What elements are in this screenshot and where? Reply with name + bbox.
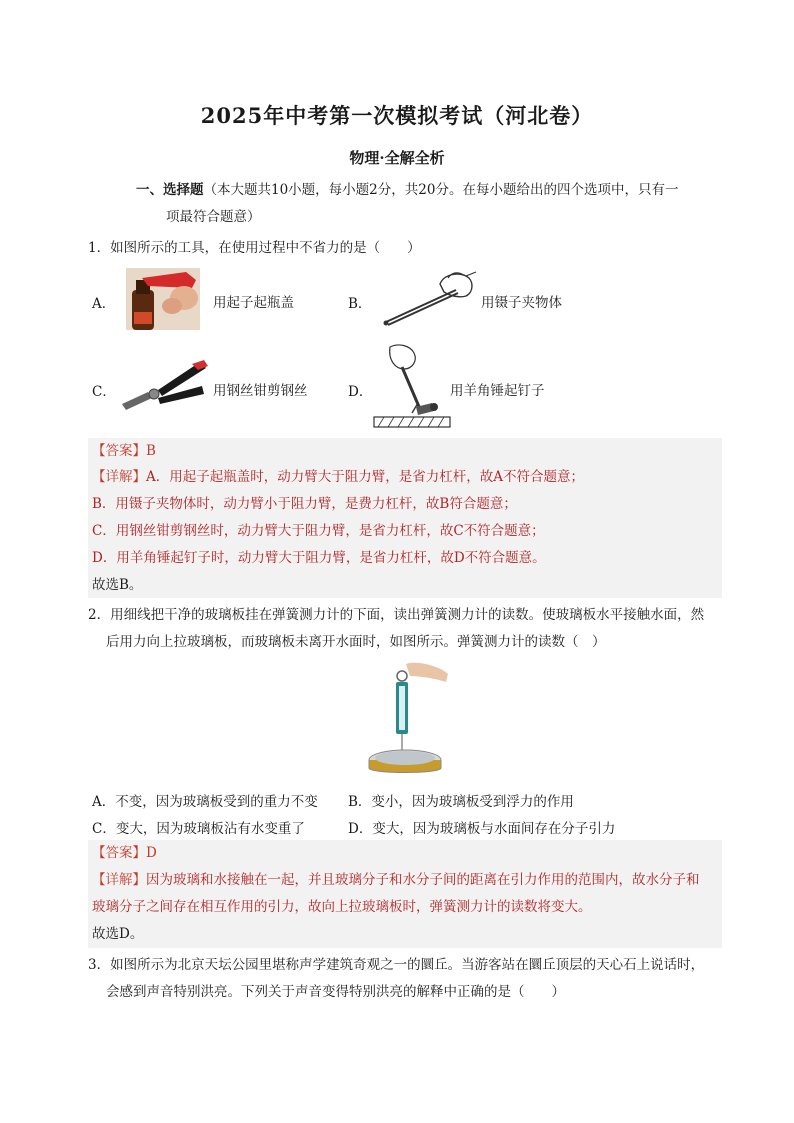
- q1-option-b-text: 用镊子夹物体: [481, 295, 562, 311]
- q2-explain-2: 玻璃分子之间存在相互作用的引力，故向上拉玻璃板时，弹簧测力计的读数将变大。: [92, 899, 592, 915]
- q2-stem-line2: 后用力向上拉玻璃板，而玻璃板未离开水面时，如图所示。弹簧测力计的读数（ ）: [106, 634, 606, 650]
- tweezers-image: [378, 270, 478, 330]
- q1-stem: 1．如图所示的工具，在使用过程中不省力的是（ ）: [88, 240, 421, 256]
- q2-explain-tag: 【详解】: [92, 872, 146, 888]
- q2-option-d: D．变大，因为玻璃板与水面间存在分子引力: [348, 821, 616, 837]
- claw-hammer-image: [372, 343, 452, 429]
- q2-answer-panel: [88, 840, 722, 948]
- bottle-opener-image: [126, 268, 200, 330]
- q1-explain-a: A．用起子起瓶盖时，动力臂大于阻力臂，是省力杠杆，故A不符合题意；: [146, 469, 584, 485]
- q1-explain-tag: 【详解】: [92, 469, 146, 485]
- q3-stem-line1: 3．如图所示为北京天坛公园里堪称声学建筑奇观之一的圜丘。当游客站在圜丘顶层的天心石上说话时，: [88, 957, 705, 973]
- q1-option-c-text: 用钢丝钳剪钢丝: [213, 383, 308, 399]
- q1-explain-b: B．用镊子夹物体时，动力臂小于阻力臂，是费力杠杆，故B符合题意；: [92, 496, 517, 512]
- q1-conclusion: 故选B。: [92, 577, 143, 593]
- q1-explain-d: D．用羊角锤起钉子时，动力臂大于阻力臂，是省力杠杆，故D不符合题意。: [92, 550, 546, 566]
- q1-answer: 【答案】B: [92, 443, 156, 459]
- q1-explain-0: [92, 467, 584, 487]
- section-header: [136, 180, 678, 200]
- q1-option-c-letter: C．: [92, 384, 116, 400]
- q1-option-a-letter: A．: [92, 296, 116, 312]
- page-title: 2025年中考第一次模拟考试（河北卷）: [200, 103, 594, 128]
- q2-conclusion: 故选D。: [92, 926, 144, 942]
- spring-scale-image: [360, 660, 450, 778]
- section-note-cont: 项最符合题意）: [166, 209, 261, 225]
- q2-option-b: B．变小，因为玻璃板受到浮力的作用: [348, 794, 574, 810]
- q2-answer: 【答案】D: [92, 845, 157, 861]
- q1-option-d-letter: D．: [348, 384, 373, 400]
- pliers-image: [118, 356, 210, 416]
- q2-explain-1: [92, 870, 700, 890]
- q1-option-b-letter: B．: [348, 296, 372, 312]
- q3-stem-line2: 会感到声音特别洪亮。下列关于声音变得特别洪亮的解释中正确的是（ ）: [106, 984, 565, 1000]
- section-note: （本大题共10小题，每小题2分，共20分。在每小题给出的四个选项中，只有一: [203, 182, 679, 198]
- q2-explain-text: 因为玻璃和水接触在一起，并且玻璃分子和水分子间的距离在引力作用的范围内，故水分子和: [146, 872, 700, 888]
- q2-stem-line1: 2．用细线把干净的玻璃板挂在弹簧测力计的下面，读出弹簧测力计的读数。使玻璃板水平接触水面，然: [88, 607, 705, 623]
- q1-answer-panel: [88, 438, 722, 598]
- q2-option-c: C．变大，因为玻璃板沾有水变重了: [92, 821, 305, 837]
- section-label: 一、选择题: [136, 182, 204, 198]
- q1-explain-c: C．用钢丝钳剪钢丝时，动力臂大于阻力臂，是省力杠杆，故C不符合题意；: [92, 523, 545, 539]
- q2-option-a: A．不变，因为玻璃板受到的重力不变: [92, 794, 318, 810]
- q1-option-a-text: 用起子起瓶盖: [213, 295, 294, 311]
- page-subtitle: 物理·全解全析: [349, 149, 445, 167]
- q1-option-d-text: 用羊角锤起钉子: [450, 383, 545, 399]
